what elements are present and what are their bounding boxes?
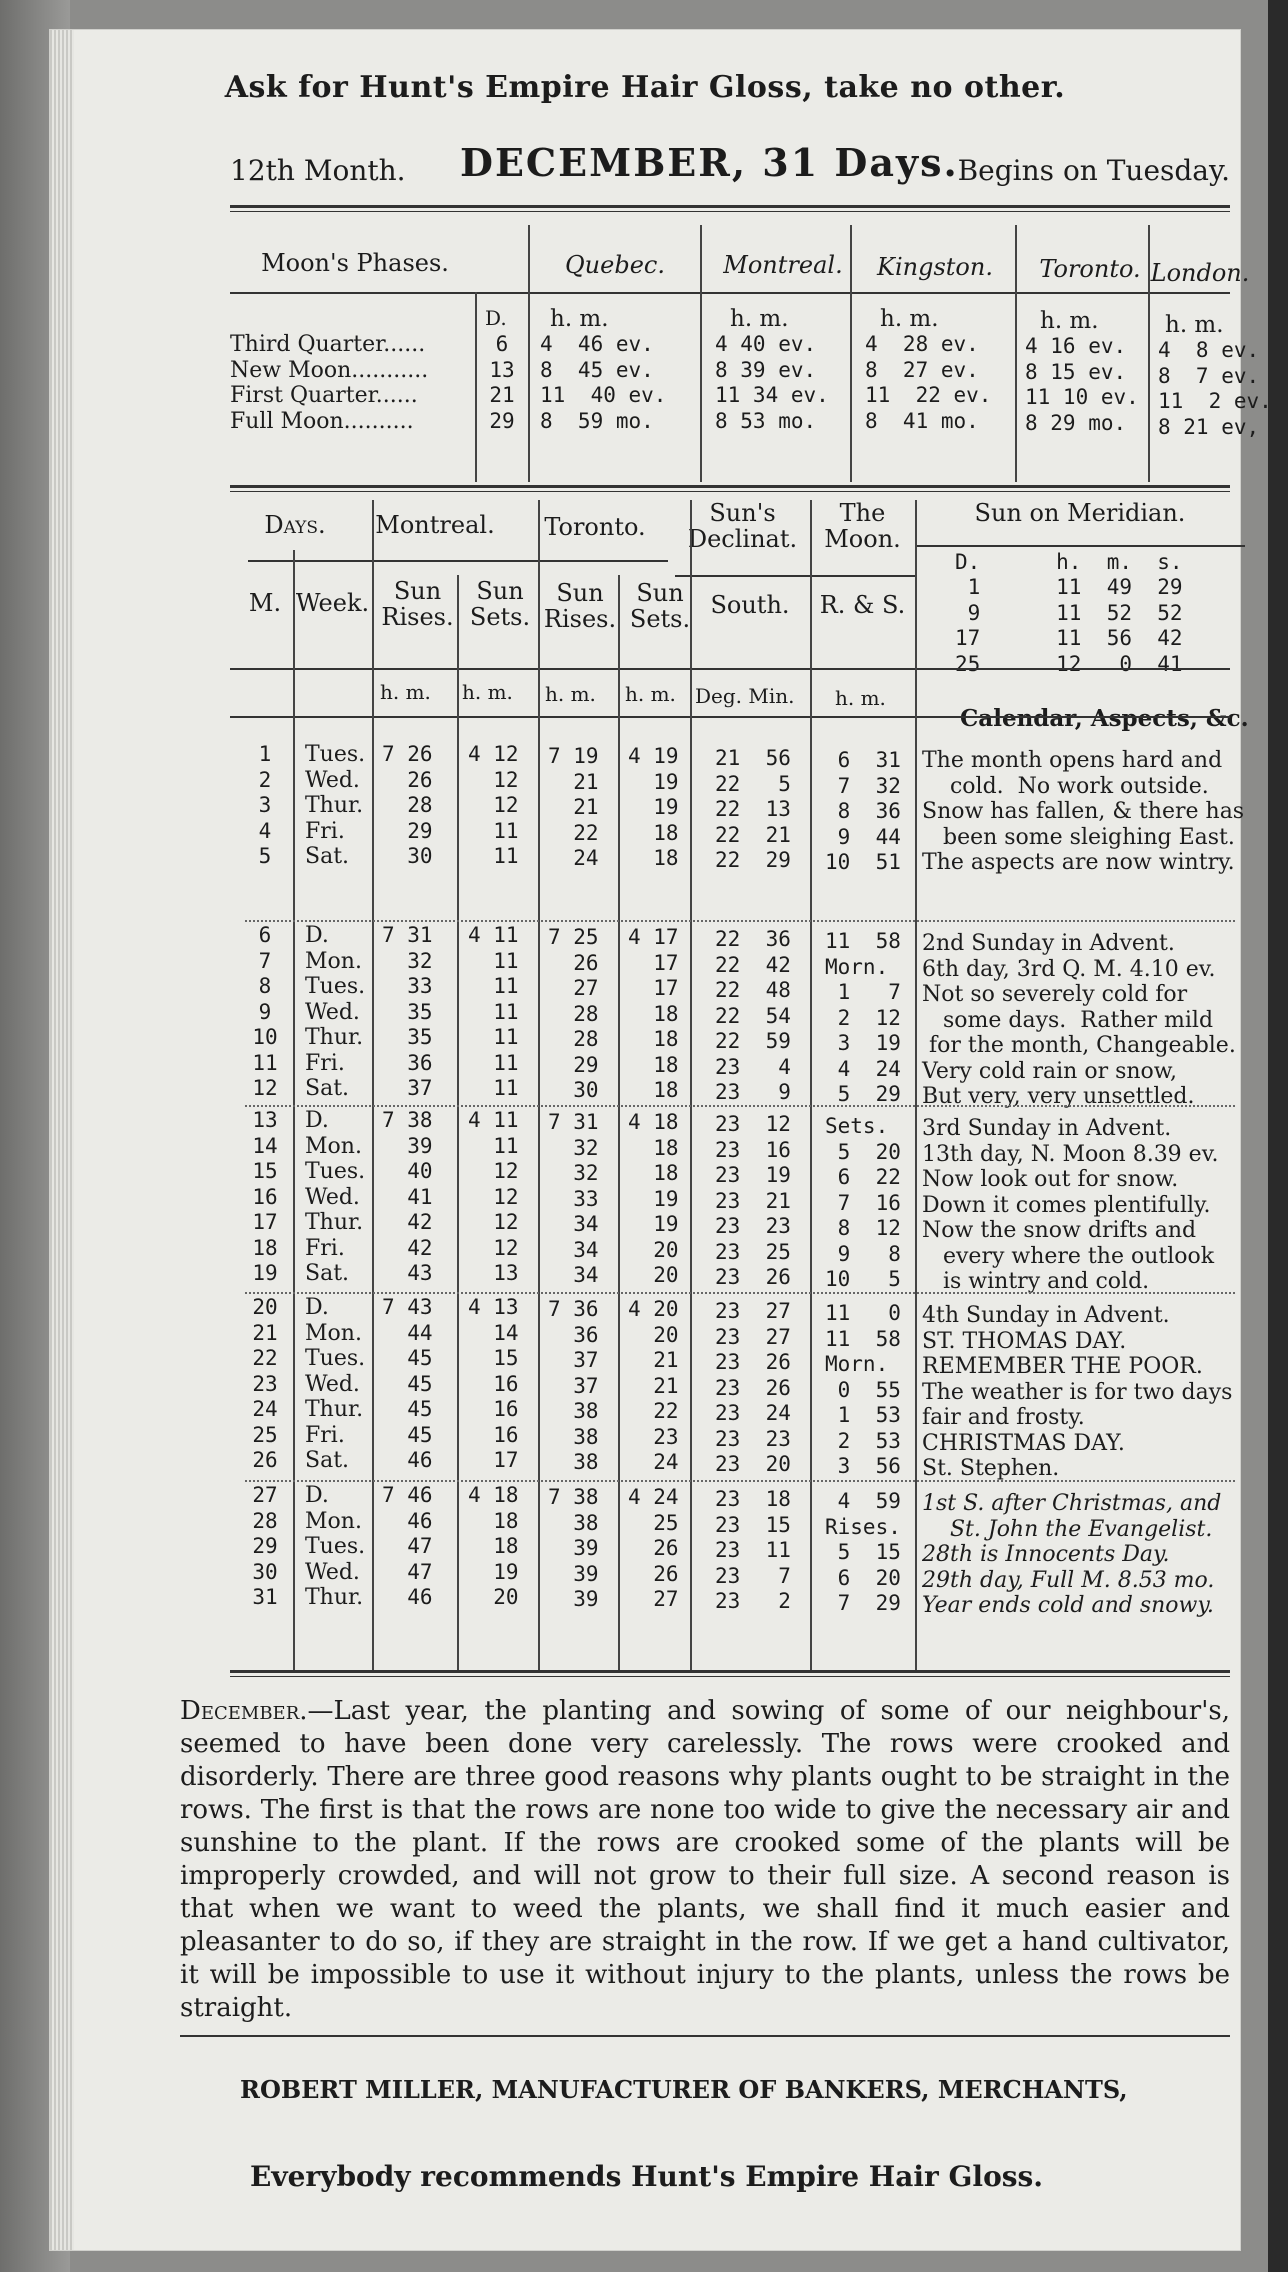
hm-toronto: h. m.	[1040, 308, 1099, 334]
rule	[230, 1670, 1230, 1677]
divider	[690, 500, 692, 1670]
meridian-header: Sun on Meridian.	[974, 499, 1186, 527]
divider	[1015, 225, 1017, 482]
day-numbers: 27 28 29 30 31	[252, 1483, 278, 1609]
montreal-sets: 4 12 12 12 11 11	[468, 742, 519, 868]
week-separator	[245, 920, 1235, 922]
rule	[248, 560, 668, 562]
hm-kingston: h. m.	[880, 306, 939, 332]
calendar-notes: 4th Sunday in Advent. ST. THOMAS DAY. REMEMBER THE POOR. The weather is for two days fair and frosty. CHRISTMAS DAY. St. Stephen.	[922, 1303, 1233, 1481]
city-toronto: Toronto.	[1039, 255, 1141, 283]
declination-values: 22 36 22 42 22 48 22 54 22 59 23 4 23 9	[715, 927, 791, 1104]
moon-header: The Moon.	[824, 499, 901, 553]
week-separator	[245, 1480, 1235, 1482]
toronto-times: 4 16 ev. 8 15 ev. 11 10 ev. 8 29 mo.	[1025, 334, 1139, 435]
divider	[700, 225, 702, 482]
divider	[1148, 225, 1150, 482]
week-separator	[245, 1292, 1235, 1294]
south-header: South.	[710, 591, 790, 619]
begins-on: Begins on Tuesday.	[957, 154, 1230, 187]
month-number: 12th Month.	[230, 154, 406, 187]
day-numbers: 13 14 15 16 17 18 19	[252, 1108, 278, 1285]
moon-times: Sets. 5 20 6 22 7 16 8 12 9 8 10 5	[825, 1114, 901, 1291]
rule	[180, 2035, 1230, 2037]
paragraph-lead: December.	[180, 1696, 308, 1726]
degmin-label: Deg. Min.	[695, 684, 795, 708]
london-times: 4 8 ev. 8 7 ev. 11 2 ev. 8 21 ev,	[1158, 338, 1272, 439]
montreal-rises: 7 43 44 45 45 45 45 46	[382, 1295, 433, 1472]
moon-phases-header: Moon's Phases.	[261, 249, 449, 277]
kingston-times: 4 28 ev. 8 27 ev. 11 22 ev. 8 41 mo.	[865, 332, 992, 433]
moon-times: 11 58 Morn. 1 7 2 12 3 19 4 24 5 29	[825, 929, 901, 1106]
moon-times: 4 59 Rises. 5 15 6 20 7 29	[825, 1489, 901, 1615]
montreal-rises: 7 31 32 33 35 35 36 37	[382, 923, 433, 1100]
toronto-sets: 4 18 18 18 19 19 20 20	[628, 1110, 679, 1287]
calendar-notes: 3rd Sunday in Advent. 13th day, N. Moon 8.39 ev. Now look out for snow. Down it comes plentifully. Now the snow drifts and every where the outlook is wintry and cold.	[922, 1116, 1219, 1294]
divider	[475, 292, 477, 482]
rule	[230, 292, 1230, 294]
toronto-sets: 4 24 25 26 26 27	[628, 1485, 679, 1611]
rule	[915, 545, 1245, 547]
calendar-notes: 1st S. after Christmas, and St. John the Evangelist. 28th is Innocents Day. 29th day, Full M. 8.53 mo. Year ends cold and snowy.	[922, 1491, 1222, 1618]
meridian-rows: 1 11 49 29 9 11 52 52 17 11 56 42 25 12 0 41	[955, 575, 1183, 676]
hm-quebec: h. m.	[550, 306, 609, 332]
month-heading	[230, 140, 1230, 190]
days-header: Days.	[264, 511, 326, 539]
montreal-sets: 4 11 11 11 11 11 11 11	[468, 923, 519, 1100]
divider	[293, 550, 295, 1670]
mon-rises-header: Sun Rises.	[381, 577, 454, 631]
mon-sets-header: Sun Sets.	[469, 577, 531, 631]
rule	[230, 485, 1230, 492]
weekday-names: D. Mon. Tues. Wed. Thur. Fri. Sat.	[305, 923, 366, 1101]
month-title: DECEMBER, 31 Days.	[460, 140, 959, 185]
weekday-names: D. Mon. Tues. Wed. Thur. Fri. Sat.	[305, 1295, 366, 1473]
rule	[675, 575, 915, 577]
declination-values: 21 56 22 5 22 13 22 21 22 29	[715, 746, 791, 872]
montreal-rises: 7 38 39 40 41 42 42 43	[382, 1108, 433, 1285]
toronto-rises: 7 31 32 32 33 34 34 34	[548, 1110, 599, 1287]
weekday-names: Tues. Wed. Thur. Fri. Sat.	[305, 742, 366, 869]
hm-montreal: h. m.	[730, 306, 789, 332]
rule	[230, 716, 1230, 718]
top-advertisement: Ask for Hunt's Empire Hair Gloss, take no other.	[224, 70, 1066, 105]
paragraph-text: —Last year, the planting and sowing of some of our neighbour's, seemed to have been done very carelessly. The rows were crooked and disorderly. There are three good reasons why plants ought to be straight in the rows. The first is that the rows are none too wide to give the necessary air and sunshine to the plant. If the rows are crooked some of the plants will be improperly crowded, and will not grow to their full size. A second reason is that when we want to weed the plants, we shall find it much easier and pleasanter to do so, if they are straight in the row. If we get a hand cultivator, it will be impossible to use it without injury to the plants, unless the rows be straight.	[180, 1696, 1230, 2023]
rule	[230, 668, 1230, 670]
rule	[230, 205, 1230, 212]
rs-header: R. & S.	[819, 591, 906, 619]
calendar-notes: 2nd Sunday in Advent. 6th day, 3rd Q. M. 4.10 ev. Not so severely cold for some days. Rather mild for the month, Changeable. Very cold rain or snow, But very, very unsettled.	[922, 931, 1236, 1109]
declination-header: Sun's Declinat.	[687, 499, 798, 553]
toronto-rises: 7 36 36 37 37 38 38 38	[548, 1297, 599, 1474]
day-numbers: 1 2 3 4 5	[258, 742, 272, 868]
montreal-times: 4 40 ev. 8 39 ev. 11 34 ev. 8 53 mo.	[715, 332, 829, 433]
toronto-rises: 7 25 26 27 28 28 29 30	[548, 925, 599, 1102]
city-quebec: Quebec.	[565, 251, 665, 279]
hm-label: h. m.	[625, 682, 676, 706]
hm-london: h. m.	[1165, 312, 1224, 338]
calendar-header: Calendar, Aspects, &c.	[960, 705, 1249, 732]
divider	[915, 500, 917, 1670]
declination-values: 23 27 23 27 23 26 23 26 23 24 23 23 23 20	[715, 1299, 791, 1476]
bottom-advertisement-maker: ROBERT MILLER, MANUFACTURER OF BANKERS, MERCHANTS,	[240, 2075, 1128, 2104]
bottom-advertisement-gloss: Everybody recommends Hunt's Empire Hair Gloss.	[250, 2160, 1044, 2193]
city-montreal: Montreal.	[723, 251, 843, 279]
hm-label: h. m.	[380, 680, 431, 704]
tor-rises-header: Sun Rises.	[543, 579, 617, 633]
declination-values: 23 18 23 15 23 11 23 7 23 2	[715, 1487, 791, 1613]
hm-label: h. m.	[545, 682, 596, 706]
week-separator	[245, 1105, 1235, 1107]
meridian-col-header: D. h. m. s.	[955, 550, 1183, 574]
divider	[372, 500, 374, 1670]
day-numbers: 6 7 8 9 10 11 12	[252, 923, 278, 1100]
divider	[457, 575, 459, 1670]
hm-label: h. m.	[835, 686, 886, 710]
divider	[528, 225, 530, 482]
montreal-sets: 4 13 14 15 16 16 16 17	[468, 1295, 519, 1472]
moon-times: 11 0 11 58 Morn. 0 55 1 53 2 53 3 56	[825, 1301, 901, 1478]
toronto-sets: 4 20 20 21 21 22 23 24	[628, 1297, 679, 1474]
calendar-notes: The month opens hard and cold. No work outside. Snow has fallen, & there has been some sleighing East. The aspects are now wintry.	[922, 748, 1245, 875]
december-paragraph	[180, 1695, 1230, 2025]
toronto-header: Toronto.	[544, 513, 646, 541]
toronto-rises: 7 19 21 21 22 24	[548, 744, 599, 870]
montreal-header: Montreal.	[375, 511, 495, 539]
toronto-rises: 7 38 38 39 39 39	[548, 1485, 599, 1611]
m-header: M.	[248, 589, 282, 617]
divider	[538, 500, 540, 1670]
weekday-names: D. Mon. Tues. Wed. Thur. Fri. Sat.	[305, 1108, 366, 1286]
divider	[850, 225, 852, 482]
declination-values: 23 12 23 16 23 19 23 21 23 23 23 25 23 26	[715, 1112, 791, 1289]
week-header: Week.	[295, 589, 370, 617]
day-header: D.	[485, 306, 507, 330]
toronto-sets: 4 19 19 19 18 18	[628, 744, 679, 870]
montreal-rises: 7 26 26 28 29 30	[382, 742, 433, 868]
quebec-times: 4 46 ev. 8 45 ev. 11 40 ev. 8 59 mo.	[540, 332, 667, 433]
almanac-page	[50, 30, 1272, 2250]
city-london: London.	[1150, 259, 1250, 287]
tor-sets-header: Sun Sets.	[629, 579, 691, 633]
city-kingston: Kingston.	[877, 253, 993, 281]
montreal-rises: 7 46 46 47 47 46	[382, 1483, 433, 1609]
divider	[810, 500, 812, 1670]
weekday-names: D. Mon. Tues. Wed. Thur.	[305, 1483, 366, 1610]
divider	[618, 575, 620, 1670]
montreal-sets: 4 11 11 12 12 12 12 13	[468, 1108, 519, 1285]
montreal-sets: 4 18 18 18 19 20	[468, 1483, 519, 1609]
moon-phase-names: Third Quarter...... New Moon........... First Quarter...... Full Moon..........	[230, 332, 429, 434]
moon-phase-days: 6 13 21 29	[489, 332, 515, 433]
page-edge	[50, 30, 74, 2250]
moon-times: 6 31 7 32 8 36 9 44 10 51	[825, 748, 901, 874]
day-numbers: 20 21 22 23 24 25 26	[252, 1295, 278, 1472]
toronto-sets: 4 17 17 17 18 18 18 18	[628, 925, 679, 1102]
hm-label: h. m.	[462, 680, 513, 704]
